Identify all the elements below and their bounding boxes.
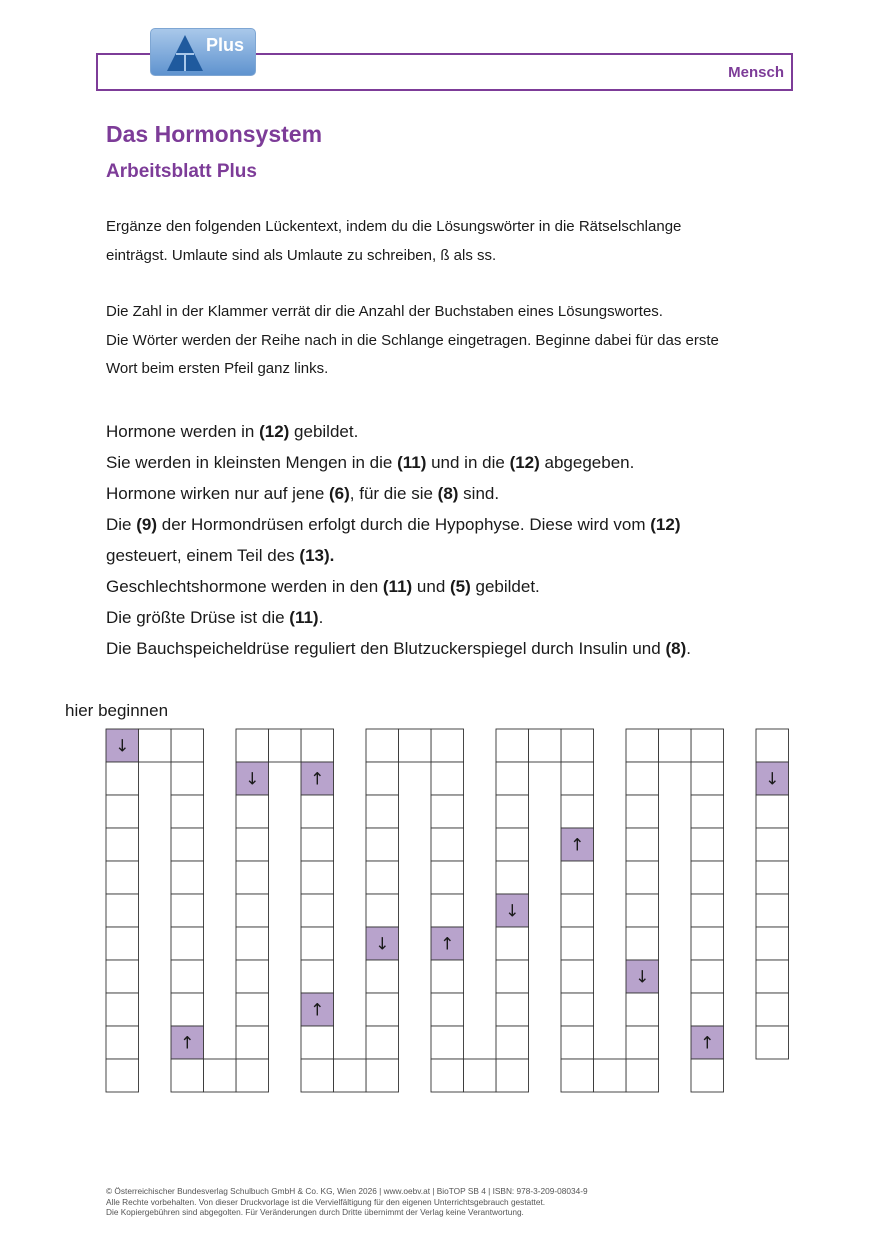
text-segment: sind. xyxy=(458,484,500,503)
letter-cell[interactable] xyxy=(106,795,139,828)
text-segment: abgegeben. xyxy=(539,453,635,472)
letter-cell[interactable] xyxy=(756,960,789,993)
instruction-line: Die Zahl in der Klammer verrät dir die Anzahl der Buchstaben eines Lösungswortes. xyxy=(106,303,663,320)
footer xyxy=(106,1186,806,1218)
letter-cell[interactable] xyxy=(106,1026,139,1059)
letter-cell[interactable] xyxy=(236,960,269,993)
letter-count: (11) xyxy=(397,453,427,472)
letter-cell[interactable] xyxy=(496,1026,529,1059)
text-segment: und in die xyxy=(426,453,510,472)
letter-cell[interactable] xyxy=(106,762,139,795)
letter-cell[interactable] xyxy=(496,861,529,894)
page-title: Das Hormonsystem xyxy=(106,121,323,147)
letter-cell[interactable] xyxy=(431,795,464,828)
letter-cell[interactable] xyxy=(106,894,139,927)
letter-cell[interactable] xyxy=(366,894,399,927)
letter-cell[interactable] xyxy=(561,729,594,762)
category-label: Mensch xyxy=(728,64,784,81)
letter-cell[interactable] xyxy=(626,927,659,960)
letter-cell[interactable] xyxy=(301,1059,334,1092)
text-segment: Geschlechtshormone werden in den xyxy=(106,577,383,596)
text-segment: gebildet. xyxy=(470,577,540,596)
text-segment: Sie werden in kleinsten Mengen in die xyxy=(106,453,398,472)
arrow-down-icon: ↓ xyxy=(245,769,260,790)
arrow-up-icon: ↑ xyxy=(440,934,455,955)
letter-cell[interactable] xyxy=(334,1059,367,1092)
letter-cell[interactable] xyxy=(561,1026,594,1059)
letter-cell[interactable] xyxy=(464,1059,497,1092)
letter-cell[interactable] xyxy=(139,729,172,762)
letter-cell[interactable] xyxy=(171,894,204,927)
text-segment: Die xyxy=(106,515,137,534)
letter-cell[interactable] xyxy=(204,1059,237,1092)
letter-cell[interactable] xyxy=(431,1059,464,1092)
letter-cell[interactable] xyxy=(106,861,139,894)
arrow-down-icon: ↓ xyxy=(505,901,520,922)
letter-cell[interactable] xyxy=(106,927,139,960)
letter-cell[interactable] xyxy=(236,894,269,927)
letter-cell[interactable] xyxy=(756,927,789,960)
text-segment: und xyxy=(412,577,450,596)
letter-cell[interactable] xyxy=(171,927,204,960)
letter-cell[interactable] xyxy=(431,828,464,861)
logo-text: Plus xyxy=(206,35,245,55)
text-segment: gesteuert, einem Teil des xyxy=(106,546,300,565)
letter-count: (6) xyxy=(329,484,350,503)
letter-cell[interactable] xyxy=(171,828,204,861)
letter-cell[interactable] xyxy=(626,1059,659,1092)
letter-cell[interactable] xyxy=(561,1059,594,1092)
letter-cell[interactable] xyxy=(301,828,334,861)
letter-cell[interactable] xyxy=(691,1059,724,1092)
letter-cell[interactable] xyxy=(756,1026,789,1059)
letter-cell[interactable] xyxy=(626,762,659,795)
letter-cell[interactable] xyxy=(399,729,432,762)
letter-cell[interactable] xyxy=(561,795,594,828)
letter-cell[interactable] xyxy=(626,828,659,861)
letter-cell[interactable] xyxy=(171,1059,204,1092)
letter-cell[interactable] xyxy=(301,927,334,960)
letter-cell[interactable] xyxy=(106,993,139,1026)
letter-cell[interactable] xyxy=(691,861,724,894)
letter-count: (11) xyxy=(289,608,319,627)
letter-count: (12) xyxy=(259,422,290,441)
letter-cell[interactable] xyxy=(366,1059,399,1092)
letter-cell[interactable] xyxy=(691,894,724,927)
arrow-up-icon: ↑ xyxy=(570,835,585,856)
letter-cell[interactable] xyxy=(626,729,659,762)
letter-cell[interactable] xyxy=(626,1026,659,1059)
letter-count: (8) xyxy=(437,484,459,503)
footer-line: © Österreichischer Bundesverlag Schulbuch GmbH & Co. KG, Wien 2026 | www.oebv.at | BioTOP SB 4 | ISBN: 978-3-209-08034-9 xyxy=(106,1186,588,1196)
text-segment: Hormone werden in xyxy=(106,422,260,441)
letter-cell[interactable] xyxy=(236,1059,269,1092)
letter-count: (9) xyxy=(136,515,158,534)
text-segment: Die Bauchspeicheldrüse reguliert den Blutzuckerspiegel durch Insulin und xyxy=(106,639,666,658)
letter-cell[interactable] xyxy=(691,795,724,828)
letter-cell[interactable] xyxy=(171,993,204,1026)
letter-cell[interactable] xyxy=(236,828,269,861)
letter-cell[interactable] xyxy=(496,828,529,861)
letter-cell[interactable] xyxy=(691,960,724,993)
letter-cell[interactable] xyxy=(756,993,789,1026)
letter-count: (13). xyxy=(299,546,335,565)
letter-cell[interactable] xyxy=(594,1059,627,1092)
letter-cell[interactable] xyxy=(496,795,529,828)
letter-count: (12) xyxy=(509,453,540,472)
letter-cell[interactable] xyxy=(366,1026,399,1059)
letter-cell[interactable] xyxy=(171,729,204,762)
letter-cell[interactable] xyxy=(366,993,399,1026)
letter-count: (11) xyxy=(382,577,413,596)
letter-cell[interactable] xyxy=(691,993,724,1026)
letter-cell[interactable] xyxy=(301,1026,334,1059)
letter-cell[interactable] xyxy=(691,762,724,795)
letter-cell[interactable] xyxy=(366,729,399,762)
letter-cell[interactable] xyxy=(496,762,529,795)
letter-cell[interactable] xyxy=(301,894,334,927)
letter-cell[interactable] xyxy=(301,861,334,894)
text-segment: Hormone wirken nur auf jene xyxy=(106,484,330,503)
letter-count: (8) xyxy=(665,639,687,658)
footer-line: Die Kopiergebühren sind abgegolten. Für Veränderungen durch Dritte übernimmt der Verlag keine Verantwortung. xyxy=(106,1207,524,1217)
text-segment: der Hormondrüsen erfolgt durch die Hypophyse. Diese wird vom xyxy=(157,515,651,534)
text-segment: . xyxy=(686,639,691,658)
text-segment: Die größte Drüse ist die xyxy=(106,608,290,627)
letter-cell[interactable] xyxy=(366,828,399,861)
letter-count: (12) xyxy=(650,515,681,534)
letter-cell[interactable] xyxy=(561,861,594,894)
letter-cell[interactable] xyxy=(496,729,529,762)
letter-cell[interactable] xyxy=(171,960,204,993)
arrow-down-icon: ↓ xyxy=(375,934,390,955)
arrow-up-icon: ↑ xyxy=(700,1033,715,1054)
letter-cell[interactable] xyxy=(561,762,594,795)
letter-cell[interactable] xyxy=(496,993,529,1026)
letter-cell[interactable] xyxy=(691,828,724,861)
letter-cell[interactable] xyxy=(431,762,464,795)
letter-cell[interactable] xyxy=(236,729,269,762)
letter-cell[interactable] xyxy=(366,960,399,993)
letter-cell[interactable] xyxy=(269,729,302,762)
letter-cell[interactable] xyxy=(496,927,529,960)
letter-cell[interactable] xyxy=(171,762,204,795)
arrow-up-icon: ↑ xyxy=(180,1033,195,1054)
letter-cell[interactable] xyxy=(431,1026,464,1059)
letter-cell[interactable] xyxy=(756,894,789,927)
text-segment: , für die sie xyxy=(349,484,438,503)
instruction-line: Die Wörter werden der Reihe nach in die Schlange eingetragen. Beginne dabei für das erste xyxy=(106,331,719,349)
letter-cell[interactable] xyxy=(496,960,529,993)
letter-cell[interactable] xyxy=(659,729,692,762)
letter-cell[interactable] xyxy=(561,960,594,993)
letter-cell[interactable] xyxy=(236,927,269,960)
letter-cell[interactable] xyxy=(301,795,334,828)
letter-cell[interactable] xyxy=(236,795,269,828)
letter-cell[interactable] xyxy=(366,795,399,828)
letter-cell[interactable] xyxy=(106,828,139,861)
arrow-down-icon: ↓ xyxy=(115,736,130,757)
letter-cell[interactable] xyxy=(561,993,594,1026)
footer-line: Alle Rechte vorbehalten. Von dieser Druckvorlage ist die Vervielfältigung für den eigenen Unterrichtsgebrauch gestattet. xyxy=(106,1196,546,1207)
letter-cell[interactable] xyxy=(529,729,562,762)
letter-cell[interactable] xyxy=(756,729,789,762)
arrow-up-icon: ↑ xyxy=(310,769,325,790)
letter-cell[interactable] xyxy=(431,729,464,762)
arrow-up-icon: ↑ xyxy=(310,1000,325,1021)
letter-cell[interactable] xyxy=(171,861,204,894)
text-segment: . xyxy=(318,608,324,627)
letter-cell[interactable] xyxy=(691,927,724,960)
letter-cell[interactable] xyxy=(626,861,659,894)
arrow-down-icon: ↓ xyxy=(765,769,780,790)
letter-cell[interactable] xyxy=(236,1026,269,1059)
letter-cell[interactable] xyxy=(106,1059,139,1092)
letter-cell[interactable] xyxy=(366,762,399,795)
letter-cell[interactable] xyxy=(236,861,269,894)
letter-cell[interactable] xyxy=(756,861,789,894)
letter-cell[interactable] xyxy=(626,894,659,927)
start-label: hier beginnen xyxy=(65,701,169,720)
letter-cell[interactable] xyxy=(431,861,464,894)
letter-cell[interactable] xyxy=(691,729,724,762)
instruction-line: Wort beim ersten Pfeil ganz links. xyxy=(106,360,329,377)
letter-cell[interactable] xyxy=(431,993,464,1026)
letter-cell[interactable] xyxy=(626,795,659,828)
letter-cell[interactable] xyxy=(301,729,334,762)
letter-cell[interactable] xyxy=(366,861,399,894)
letter-count: (5) xyxy=(450,577,471,596)
page-subtitle: Arbeitsblatt Plus xyxy=(106,161,257,182)
letter-cell[interactable] xyxy=(756,795,789,828)
text-segment: gebildet. xyxy=(289,422,359,441)
letter-cell[interactable] xyxy=(236,993,269,1026)
letter-cell[interactable] xyxy=(431,894,464,927)
letter-cell[interactable] xyxy=(106,960,139,993)
instruction-line: einträgst. Umlaute sind als Umlaute zu schreiben, ß als ss. xyxy=(106,246,497,264)
letter-cell[interactable] xyxy=(496,1059,529,1092)
letter-cell[interactable] xyxy=(301,960,334,993)
letter-cell[interactable] xyxy=(561,894,594,927)
letter-cell[interactable] xyxy=(431,960,464,993)
letter-cell[interactable] xyxy=(756,828,789,861)
letter-cell[interactable] xyxy=(561,927,594,960)
arrow-down-icon: ↓ xyxy=(635,967,650,988)
instruction-line: Ergänze den folgenden Lückentext, indem du die Lösungswörter in die Rätselschlange xyxy=(106,218,682,235)
letter-cell[interactable] xyxy=(626,993,659,1026)
letter-cell[interactable] xyxy=(171,795,204,828)
